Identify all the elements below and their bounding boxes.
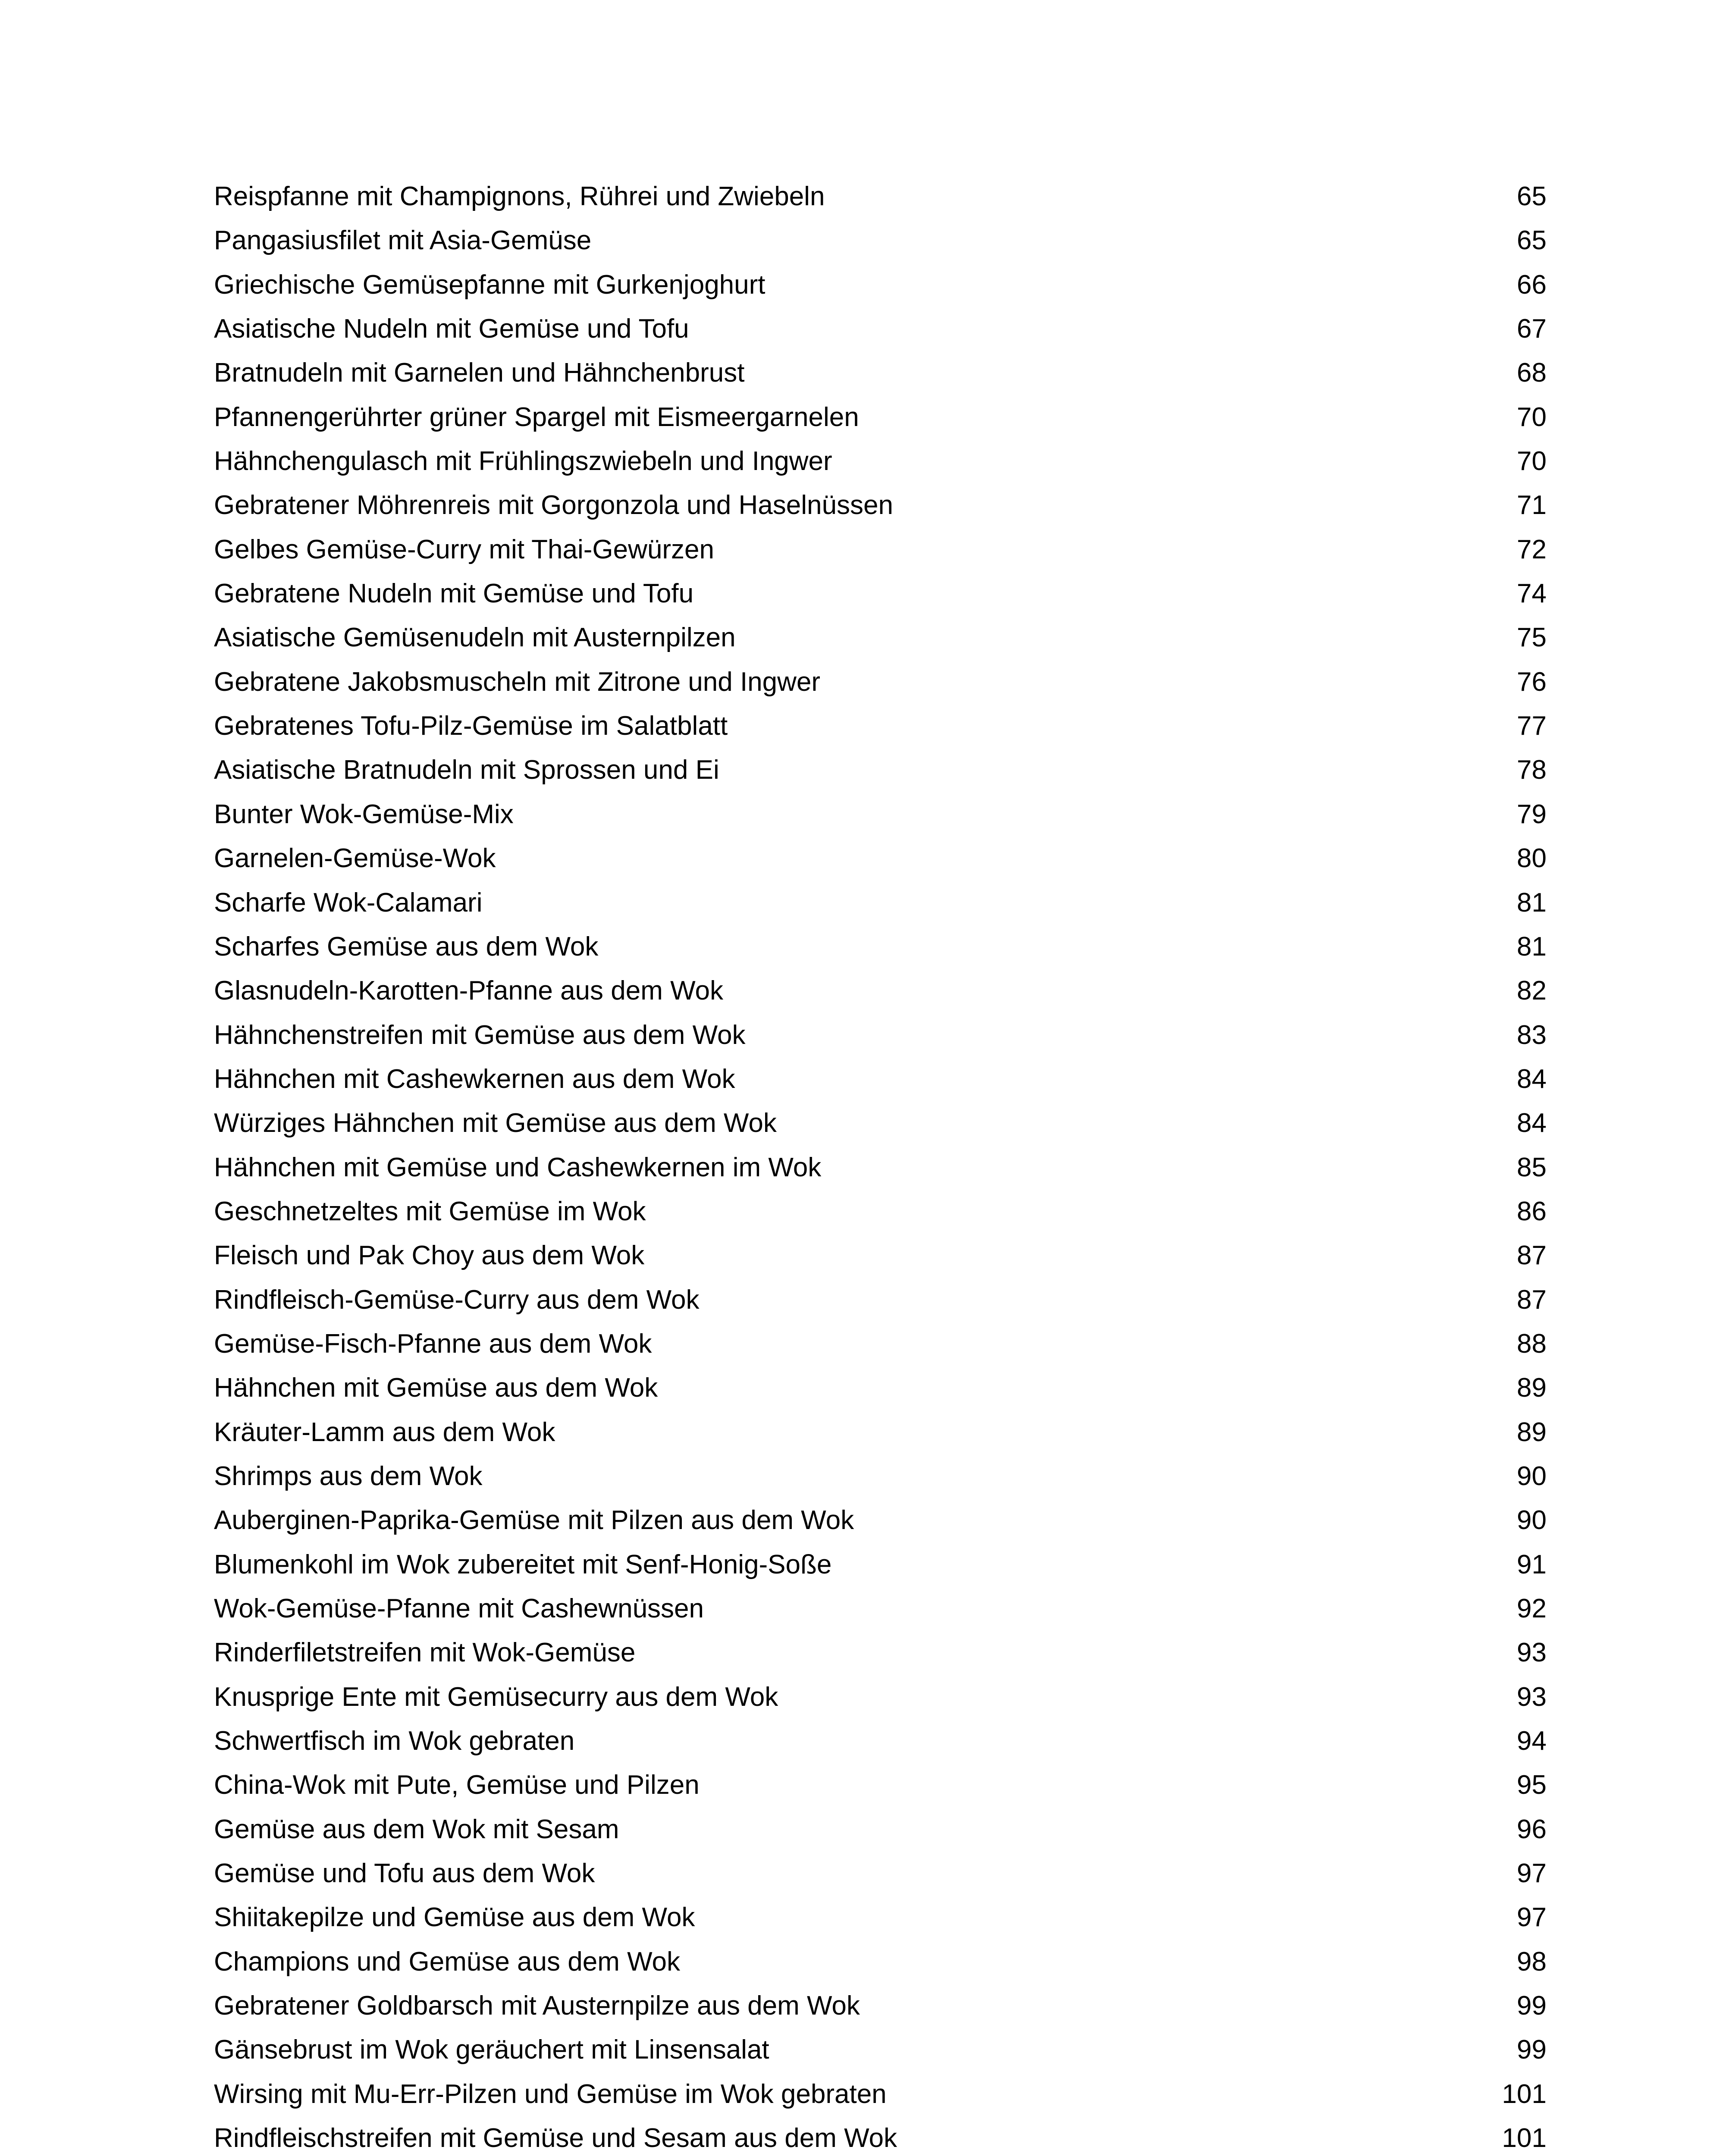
toc-entry-title: Hähnchen mit Gemüse aus dem Wok (214, 1373, 658, 1403)
toc-entry-page-number: 87 (1517, 1285, 1547, 1315)
toc-entry-title: Asiatische Bratnudeln mit Sprossen und Ei (214, 755, 719, 785)
toc-entry-page-number: 101 (1502, 2123, 1547, 2153)
toc-entry-page-number: 81 (1517, 931, 1547, 962)
toc-entry[interactable] (214, 483, 1547, 527)
toc-entry-title: Rindfleischstreifen mit Gemüse und Sesam aus dem Wok (214, 2123, 897, 2153)
toc-entry-page-number: 94 (1517, 1726, 1547, 1756)
toc-entry-title: Bunter Wok-Gemüse-Mix (214, 799, 514, 829)
toc-entry-title: Schwertfisch im Wok gebraten (214, 1726, 575, 1756)
toc-entry-page-number: 89 (1517, 1373, 1547, 1403)
toc-entry-title: Gemüse-Fisch-Pfanne aus dem Wok (214, 1329, 652, 1359)
toc-entry-title: Wirsing mit Mu-Err-Pilzen und Gemüse im Wok gebraten (214, 2079, 887, 2109)
toc-entry-page-number: 76 (1517, 667, 1547, 697)
toc-entry-title: Rindfleisch-Gemüse-Curry aus dem Wok (214, 1285, 700, 1315)
toc-entry-page-number: 65 (1517, 226, 1547, 256)
toc-entry-page-number: 101 (1502, 2079, 1547, 2109)
toc-entry[interactable] (214, 748, 1547, 792)
toc-entry[interactable] (214, 572, 1547, 616)
toc-entry-title: Bratnudeln mit Garnelen und Hähnchenbrust (214, 358, 745, 388)
toc-entry[interactable] (214, 2116, 1547, 2156)
toc-entry-page-number: 99 (1517, 1991, 1547, 2021)
toc-entry[interactable] (214, 1234, 1547, 1278)
toc-entry[interactable] (214, 1543, 1547, 1587)
toc-entry-title: Hähnchenstreifen mit Gemüse aus dem Wok (214, 1020, 746, 1050)
toc-entry-page-number: 87 (1517, 1241, 1547, 1271)
toc-entry-page-number: 89 (1517, 1417, 1547, 1447)
toc-entry[interactable] (214, 175, 1547, 219)
toc-entry-title: Gebratene Nudeln mit Gemüse und Tofu (214, 579, 694, 609)
toc-entry[interactable] (214, 837, 1547, 881)
toc-entry[interactable] (214, 660, 1547, 704)
toc-entry-title: Gelbes Gemüse-Curry mit Thai-Gewürzen (214, 534, 714, 564)
toc-entry[interactable] (214, 1631, 1547, 1675)
toc-entry-title: Gemüse aus dem Wok mit Sesam (214, 1814, 619, 1844)
toc-entry-page-number: 80 (1517, 843, 1547, 874)
toc-entry-title: Knusprige Ente mit Gemüsecurry aus dem Wok (214, 1682, 778, 1712)
toc-entry-page-number: 70 (1517, 402, 1547, 432)
toc-entry[interactable] (214, 1587, 1547, 1631)
toc-entry-title: Rinderfiletstreifen mit Wok-Gemüse (214, 1638, 636, 1668)
toc-entry-title: Wok-Gemüse-Pfanne mit Cashewnüssen (214, 1594, 704, 1623)
toc-entry-page-number: 75 (1517, 623, 1547, 653)
toc-entry-page-number: 99 (1517, 2035, 1547, 2065)
toc-entry[interactable] (214, 1366, 1547, 1410)
toc-entry-page-number: 83 (1517, 1020, 1547, 1050)
toc-entry-title: Pangasiusfilet mit Asia-Gemüse (214, 226, 592, 256)
toc-entry-title: Scharfes Gemüse aus dem Wok (214, 931, 599, 962)
toc-entry-title: Asiatische Nudeln mit Gemüse und Tofu (214, 314, 689, 344)
toc-entry-title: Asiatische Gemüsenudeln mit Austernpilzen (214, 623, 736, 653)
toc-entry-title: Kräuter-Lamm aus dem Wok (214, 1417, 555, 1447)
toc-entry-page-number: 95 (1517, 1770, 1547, 1800)
toc-entry-page-number: 91 (1517, 1549, 1547, 1579)
toc-entry-title: Gänsebrust im Wok geräuchert mit Linsensalat (214, 2035, 769, 2065)
toc-entry-page-number: 84 (1517, 1064, 1547, 1094)
toc-entry[interactable] (214, 2028, 1547, 2072)
table-of-contents (214, 175, 1547, 2156)
toc-entry[interactable] (214, 1675, 1547, 1719)
toc-entry[interactable] (214, 1322, 1547, 1366)
toc-entry[interactable] (214, 881, 1547, 925)
toc-entry-page-number: 65 (1517, 182, 1547, 211)
toc-entry-page-number: 77 (1517, 711, 1547, 741)
toc-entry-title: Glasnudeln-Karotten-Pfanne aus dem Wok (214, 976, 723, 1006)
toc-entry[interactable] (214, 219, 1547, 263)
toc-entry-page-number: 74 (1517, 579, 1547, 609)
toc-entry[interactable] (214, 969, 1547, 1013)
toc-entry-title: Fleisch und Pak Choy aus dem Wok (214, 1241, 645, 1271)
toc-entry[interactable] (214, 1190, 1547, 1234)
toc-entry[interactable] (214, 1896, 1547, 1940)
toc-entry-page-number: 88 (1517, 1329, 1547, 1359)
toc-entry[interactable] (214, 1013, 1547, 1057)
toc-entry[interactable] (214, 1498, 1547, 1542)
toc-entry-page-number: 86 (1517, 1196, 1547, 1226)
toc-entry-page-number: 85 (1517, 1152, 1547, 1182)
toc-entry[interactable] (214, 2072, 1547, 2116)
toc-entry-page-number: 67 (1517, 314, 1547, 344)
toc-entry[interactable] (214, 1719, 1547, 1763)
toc-entry-page-number: 90 (1517, 1505, 1547, 1536)
toc-entry[interactable] (214, 528, 1547, 572)
toc-entry-page-number: 92 (1517, 1594, 1547, 1623)
toc-entry[interactable] (214, 1410, 1547, 1454)
toc-entry-page-number: 96 (1517, 1814, 1547, 1844)
toc-entry[interactable] (214, 439, 1547, 483)
toc-entry-title: Gebratenes Tofu-Pilz-Gemüse im Salatblatt (214, 711, 728, 741)
toc-entry-page-number: 93 (1517, 1638, 1547, 1668)
toc-entry-page-number: 81 (1517, 887, 1547, 918)
toc-entry-page-number: 71 (1517, 490, 1547, 520)
toc-entry[interactable] (214, 1808, 1547, 1852)
toc-entry-title: Hähnchen mit Cashewkernen aus dem Wok (214, 1064, 735, 1094)
toc-entry-title: China-Wok mit Pute, Gemüse und Pilzen (214, 1770, 700, 1800)
toc-entry-title: Würziges Hähnchen mit Gemüse aus dem Wok (214, 1108, 777, 1138)
toc-entry-page-number: 82 (1517, 976, 1547, 1006)
toc-entry[interactable] (214, 616, 1547, 660)
toc-entry-page-number: 98 (1517, 1946, 1547, 1977)
toc-entry-title: Reispfanne mit Champignons, Rührei und Zwiebeln (214, 182, 825, 211)
toc-entry-page-number: 90 (1517, 1461, 1547, 1491)
toc-entry[interactable] (214, 395, 1547, 439)
toc-entry-title: Shrimps aus dem Wok (214, 1461, 483, 1491)
toc-entry[interactable] (214, 351, 1547, 395)
toc-entry-title: Champions und Gemüse aus dem Wok (214, 1946, 680, 1977)
toc-entry-title: Scharfe Wok-Calamari (214, 887, 483, 918)
toc-entry-title: Geschnetzeltes mit Gemüse im Wok (214, 1196, 646, 1226)
toc-entry[interactable] (214, 793, 1547, 837)
toc-entry-title: Shiitakepilze und Gemüse aus dem Wok (214, 1902, 695, 1933)
toc-entry-title: Gebratene Jakobsmuscheln mit Zitrone und Ingwer (214, 667, 821, 697)
toc-entry[interactable] (214, 1763, 1547, 1807)
toc-entry[interactable] (214, 1852, 1547, 1896)
toc-entry-title: Garnelen-Gemüse-Wok (214, 843, 496, 874)
toc-entry[interactable] (214, 1454, 1547, 1498)
toc-entry[interactable] (214, 1146, 1547, 1190)
toc-entry[interactable] (214, 307, 1547, 351)
toc-entry-page-number: 68 (1517, 358, 1547, 388)
toc-entry-page-number: 93 (1517, 1682, 1547, 1712)
toc-entry-title: Hähnchen mit Gemüse und Cashewkernen im Wok (214, 1152, 822, 1182)
toc-entry[interactable] (214, 1101, 1547, 1145)
toc-entry-page-number: 70 (1517, 446, 1547, 476)
toc-entry-title: Pfannengerührter grüner Spargel mit Eismeergarnelen (214, 402, 859, 432)
toc-entry-title: Auberginen-Paprika-Gemüse mit Pilzen aus dem Wok (214, 1505, 854, 1536)
toc-entry-title: Griechische Gemüsepfanne mit Gurkenjoghurt (214, 270, 766, 300)
toc-entry-title: Gebratener Möhrenreis mit Gorgonzola und Haselnüssen (214, 490, 893, 520)
toc-entry-page-number: 78 (1517, 755, 1547, 785)
toc-entry-title: Hähnchengulasch mit Frühlingszwiebeln und Ingwer (214, 446, 832, 476)
toc-entry[interactable] (214, 263, 1547, 307)
toc-entry[interactable] (214, 925, 1547, 969)
toc-entry-page-number: 66 (1517, 270, 1547, 300)
toc-entry-page-number: 72 (1517, 534, 1547, 564)
toc-entry-title: Blumenkohl im Wok zubereitet mit Senf-Honig-Soße (214, 1549, 832, 1579)
toc-entry[interactable] (214, 1984, 1547, 2028)
toc-entry[interactable] (214, 704, 1547, 748)
toc-entry[interactable] (214, 1278, 1547, 1322)
toc-entry-page-number: 97 (1517, 1858, 1547, 1889)
toc-entry-title: Gebratener Goldbarsch mit Austernpilze aus dem Wok (214, 1991, 860, 2021)
toc-entry-page-number: 97 (1517, 1902, 1547, 1933)
toc-entry-page-number: 79 (1517, 799, 1547, 829)
toc-entry[interactable] (214, 1057, 1547, 1101)
toc-entry[interactable] (214, 1940, 1547, 1984)
toc-entry-page-number: 84 (1517, 1108, 1547, 1138)
toc-entry-title: Gemüse und Tofu aus dem Wok (214, 1858, 595, 1889)
